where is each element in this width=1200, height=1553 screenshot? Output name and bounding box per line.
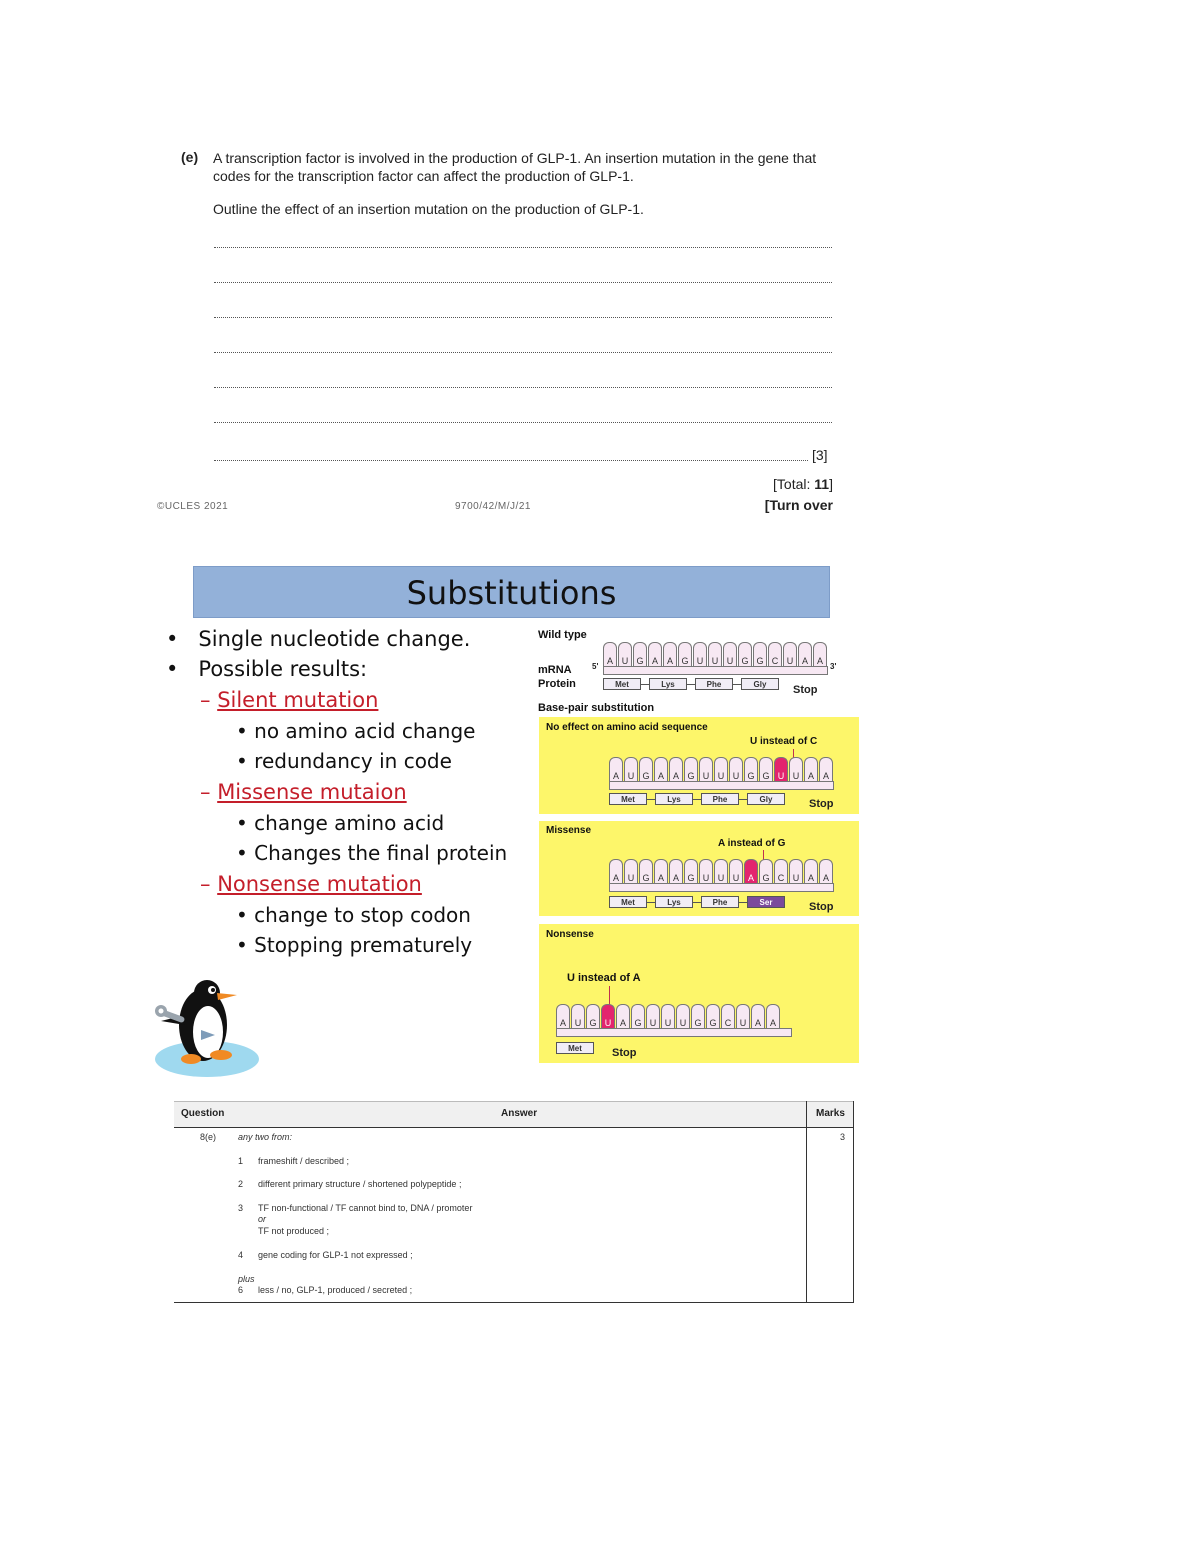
nucleotide: G <box>684 859 698 883</box>
peptide-bond <box>693 799 701 800</box>
peptide-bond <box>647 902 655 903</box>
question-label: (e) <box>181 149 199 165</box>
nucleotide: G <box>639 859 653 883</box>
footer-copyright: ©UCLES 2021 <box>157 501 229 512</box>
stop-label: Stop <box>793 684 818 696</box>
nucleotide: G <box>631 1004 645 1028</box>
nucleotide: G <box>684 757 698 781</box>
header-question: Question <box>181 1108 225 1119</box>
amino-acid: Gly <box>747 793 785 805</box>
nucleotide: U <box>789 757 803 781</box>
amino-acid: Lys <box>655 793 693 805</box>
nucleotide: G <box>691 1004 705 1028</box>
question-marks: [3] <box>812 447 828 463</box>
header-marks: Marks <box>816 1108 845 1119</box>
nucleotide: U <box>723 642 737 666</box>
answer-line <box>214 317 832 318</box>
peptide-bond <box>733 684 741 685</box>
markscheme-table <box>174 1101 854 1303</box>
nucleotide: A <box>798 642 812 666</box>
nucleotide: U <box>646 1004 660 1028</box>
nucleotide: A <box>819 757 833 781</box>
wild-type-label: Wild type <box>538 629 587 641</box>
nucleotide: G <box>706 1004 720 1028</box>
missense-note: A instead of G <box>718 838 786 849</box>
answer-or: or <box>258 1214 267 1224</box>
slide-title: Substitutions <box>193 566 830 618</box>
bullet-item: • Possible results: <box>166 657 368 681</box>
amino-acid: Met <box>609 793 647 805</box>
nucleotide: U <box>699 757 713 781</box>
amino-acid: Gly <box>741 678 779 690</box>
nucleotide: U <box>783 642 797 666</box>
amino-acid: Phe <box>701 793 739 805</box>
silent-heading: – Silent mutation <box>200 688 379 712</box>
answer-point: 6 less / no, GLP-1, produced / secreted ; <box>238 1285 413 1295</box>
nucleotide: A <box>813 642 827 666</box>
nucleotide: U <box>789 859 803 883</box>
nucleotide: U <box>618 642 632 666</box>
nucleotide: U <box>571 1004 585 1028</box>
nucleotide: G <box>678 642 692 666</box>
nucleotide: A <box>669 859 683 883</box>
amino-acid: Met <box>556 1042 594 1054</box>
wild-type-mrna <box>603 642 828 675</box>
peptide-bond <box>687 684 695 685</box>
silent-note: U instead of C <box>750 736 818 747</box>
nucleotide: U <box>624 859 638 883</box>
answer-point: 4 gene coding for GLP-1 not expressed ; <box>238 1250 413 1260</box>
answer-line <box>214 247 832 248</box>
column-divider <box>853 1101 854 1302</box>
nucleotide: A <box>819 859 833 883</box>
amino-acid: Met <box>603 678 641 690</box>
five-prime: 5' <box>592 662 599 671</box>
nucleotide: A <box>804 859 818 883</box>
nonsense-caption: Nonsense <box>546 929 594 940</box>
nucleotide: A <box>556 1004 570 1028</box>
nucleotide: U <box>601 1004 615 1028</box>
amino-acid: Phe <box>695 678 733 690</box>
nucleotide: A <box>669 757 683 781</box>
nucleotide: G <box>738 642 752 666</box>
nucleotide: U <box>729 859 743 883</box>
answer-line <box>214 387 832 388</box>
peptide-bond <box>693 902 701 903</box>
answer-intro: any two from: <box>238 1132 293 1142</box>
nonsense-mrna <box>556 1004 792 1037</box>
missense-mrna <box>609 859 834 892</box>
stop-label: Stop <box>809 901 834 913</box>
nucleotide: A <box>648 642 662 666</box>
amino-acid: Lys <box>649 678 687 690</box>
turn-over: [Turn over <box>764 497 833 513</box>
nucleotide: G <box>744 757 758 781</box>
three-prime: 3' <box>830 662 837 671</box>
nucleotide: U <box>708 642 722 666</box>
amino-acid: Ser <box>747 896 785 908</box>
marks-value: 3 <box>840 1132 846 1142</box>
nucleotide: A <box>766 1004 780 1028</box>
sub-bullet: • change to stop codon <box>236 903 471 927</box>
sub-bullet: • Stopping prematurely <box>236 933 473 957</box>
nucleotide: G <box>639 757 653 781</box>
stop-label: Stop <box>809 798 834 810</box>
wild-type-protein <box>603 678 779 690</box>
nucleotide: U <box>693 642 707 666</box>
nucleotide: U <box>714 859 728 883</box>
answer-point: 2 different primary structure / shortened polypeptide ; <box>238 1179 462 1189</box>
peptide-bond <box>739 799 747 800</box>
sub-bullet: • no amino acid change <box>236 719 476 743</box>
nucleotide: G <box>586 1004 600 1028</box>
nucleotide: A <box>616 1004 630 1028</box>
missense-heading: – Missense mutaion <box>200 780 407 804</box>
nucleotide: G <box>633 642 647 666</box>
nucleotide: G <box>759 757 773 781</box>
missense-caption: Missense <box>546 825 592 836</box>
nucleotide: G <box>753 642 767 666</box>
total-marks: [Total: 11] <box>773 476 833 492</box>
nucleotide: A <box>751 1004 765 1028</box>
nucleotide: A <box>663 642 677 666</box>
nucleotide: A <box>804 757 818 781</box>
sub-bullet: • change amino acid <box>236 811 445 835</box>
answer-point: 3 TF non-functional / TF cannot bind to, DNA / promoter <box>238 1203 473 1213</box>
column-divider <box>806 1101 807 1302</box>
amino-acid: Phe <box>701 896 739 908</box>
nucleotide: U <box>699 859 713 883</box>
nucleotide: U <box>736 1004 750 1028</box>
nucleotide: U <box>729 757 743 781</box>
bullet-item: • Single nucleotide change. <box>166 627 471 651</box>
nucleotide: U <box>676 1004 690 1028</box>
nucleotide: A <box>603 642 617 666</box>
peptide-bond <box>647 799 655 800</box>
penguin-with-wrench-icon <box>155 975 265 1080</box>
nucleotide: U <box>661 1004 675 1028</box>
silent-protein <box>609 793 785 805</box>
nucleotide: C <box>721 1004 735 1028</box>
silent-caption: No effect on amino acid sequence <box>546 722 708 733</box>
mrna-label: mRNA <box>538 664 572 676</box>
nonsense-pointer <box>609 986 610 1006</box>
sub-bullet: • redundancy in code <box>236 749 452 773</box>
nucleotide: U <box>714 757 728 781</box>
protein-label: Protein <box>538 678 576 690</box>
question-prompt: Outline the effect of an insertion mutation on the production of GLP-1. <box>213 201 644 217</box>
stop-label: Stop <box>612 1047 637 1059</box>
nucleotide: A <box>654 859 668 883</box>
nonsense-note: U instead of A <box>567 972 641 984</box>
answer-point: 1 frameshift / described ; <box>238 1156 350 1166</box>
answer-plus: plus <box>238 1274 255 1284</box>
sub-bullet: • Changes the final protein <box>236 841 508 865</box>
nucleotide: U <box>774 757 788 781</box>
answer-line <box>214 460 808 461</box>
nucleotide: C <box>774 859 788 883</box>
missense-protein <box>609 896 785 908</box>
peptide-bond <box>641 684 649 685</box>
nucleotide: A <box>609 757 623 781</box>
peptide-bond <box>739 902 747 903</box>
nonsense-heading: – Nonsense mutation <box>200 872 422 896</box>
answer-line <box>214 352 832 353</box>
amino-acid: Met <box>609 896 647 908</box>
nucleotide: G <box>759 859 773 883</box>
nucleotide: A <box>744 859 758 883</box>
header-answer: Answer <box>501 1108 538 1119</box>
silent-mrna <box>609 757 834 790</box>
nucleotide: U <box>624 757 638 781</box>
question-text: A transcription factor is involved in the production of GLP-1. An insertion mutation in the gene that codes for the transcription factor can affect the production of GLP-1. <box>213 150 817 184</box>
nucleotide: A <box>609 859 623 883</box>
nucleotide: C <box>768 642 782 666</box>
answer-point: TF not produced ; <box>258 1226 330 1236</box>
answer-line <box>214 282 832 283</box>
footer-code: 9700/42/M/J/21 <box>455 501 531 512</box>
nonsense-protein <box>556 1042 594 1054</box>
amino-acid: Lys <box>655 896 693 908</box>
question-number: 8(e) <box>200 1132 217 1142</box>
base-pair-substitution-label: Base-pair substitution <box>538 702 655 714</box>
answer-line <box>214 422 832 423</box>
nucleotide: A <box>654 757 668 781</box>
